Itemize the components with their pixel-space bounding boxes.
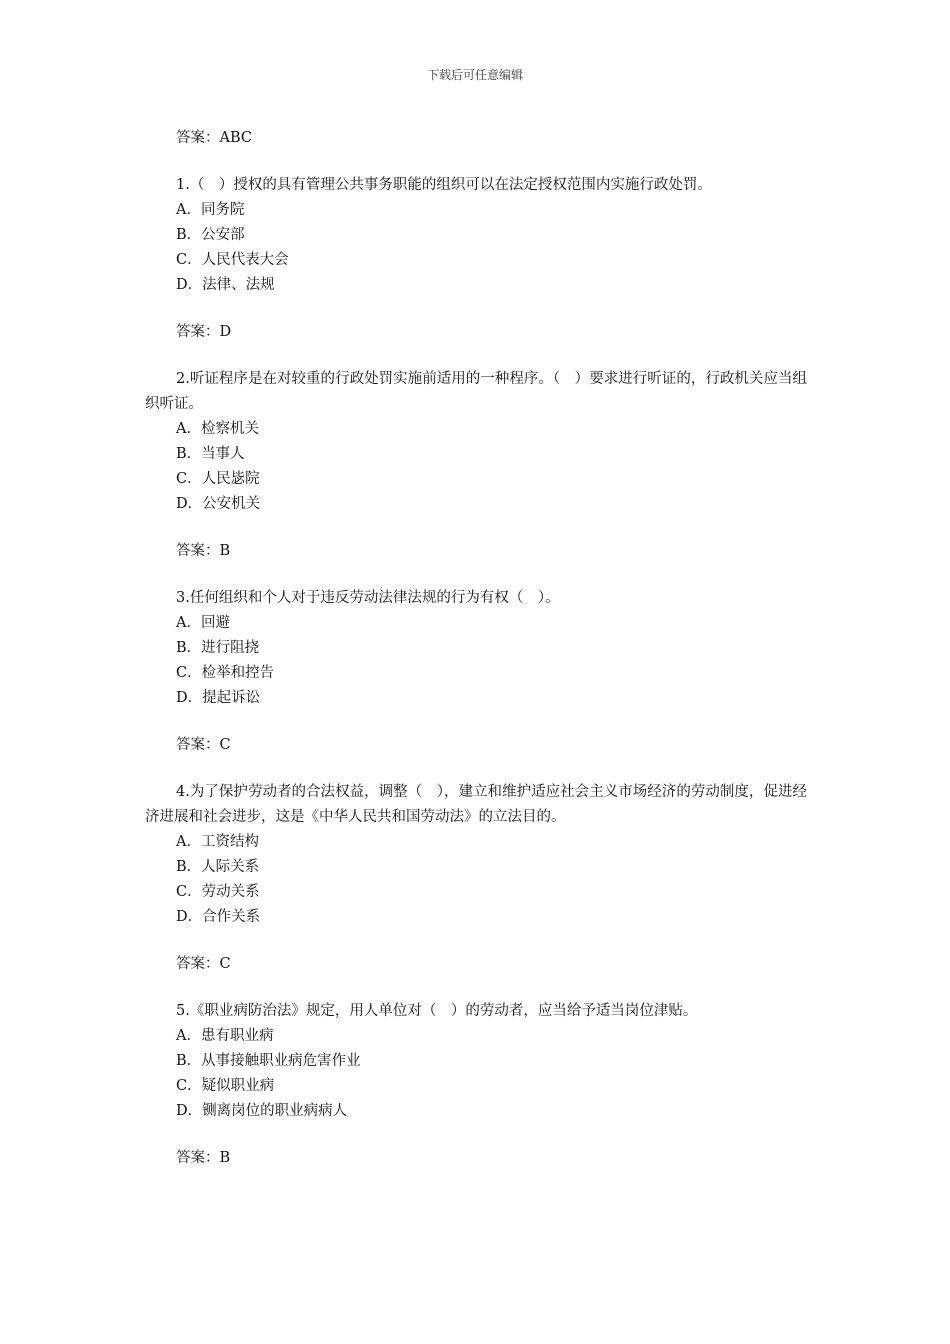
option-d: D．铡离岗位的职业病病人: [176, 1103, 348, 1119]
option-c: C．疑似职业病: [176, 1078, 275, 1094]
document-body: [145, 126, 807, 1171]
option-b: B．从事接触职业病危害作业: [176, 1053, 361, 1069]
answer-text: 答案：B: [176, 543, 231, 559]
question-block: [145, 586, 807, 780]
option-a: A．患有职业病: [176, 1028, 274, 1044]
question-block: [145, 367, 807, 586]
option-a: A．回避: [176, 615, 230, 631]
question-block: [145, 780, 807, 999]
answer-text: 答案：C: [176, 956, 231, 972]
option-a: A．工资结构: [176, 834, 259, 850]
question-text: 4.为了保护劳动者的合法权益，调整（ ），建立和维护适应社会主义市场经济的劳动制度，促进经济进展和社会进步，这是《中华人民共和国劳动法》的立法目的。: [145, 784, 807, 825]
answer-text: 答案：B: [176, 1150, 231, 1166]
option-a: A．同务院: [176, 202, 245, 218]
option-d: D．公安机关: [176, 496, 261, 512]
page-header: 下载后可任意编辑: [426, 68, 523, 82]
option-b: B．进行阻挠: [176, 640, 260, 656]
question-text: 5.《职业病防治法》规定，用人单位对（ ）的劳动者，应当给予适当岗位津贴。: [176, 1003, 698, 1019]
option-d: D．提起诉讼: [176, 690, 261, 706]
option-b: B．人际关系: [176, 859, 260, 875]
option-d: D．合作关系: [176, 909, 261, 925]
answer-text: 答案：D: [176, 324, 232, 340]
question-text: 3.任何组织和个人对于违反劳动法律法规的行为有权（ ）。: [176, 590, 560, 606]
option-c: C．人民代表大会: [176, 252, 289, 268]
option-a: A．检察机关: [176, 421, 259, 437]
question-block: [145, 173, 807, 367]
answer-text: 答案：C: [176, 737, 231, 753]
answer-text: 答案：ABC: [176, 130, 252, 146]
option-b: B．当事人: [176, 446, 245, 462]
option-d: D．法律、法规: [176, 277, 275, 293]
question-text: 1.（ ）授权的具有管理公共事务职能的组织可以在法定授权范围内实施行政处罚。: [176, 177, 712, 193]
option-c: C．人民毖院: [176, 471, 260, 487]
question-text: 2.听证程序是在对较重的行政处罚实施前适用的一种程序。（ ）要求进行听证的，行政机关应当组织听证。: [145, 371, 807, 412]
option-c: C．劳动关系: [176, 884, 260, 900]
option-b: B．公安部: [176, 227, 245, 243]
question-block: [145, 999, 807, 1171]
option-c: C．检举和控告: [176, 665, 275, 681]
